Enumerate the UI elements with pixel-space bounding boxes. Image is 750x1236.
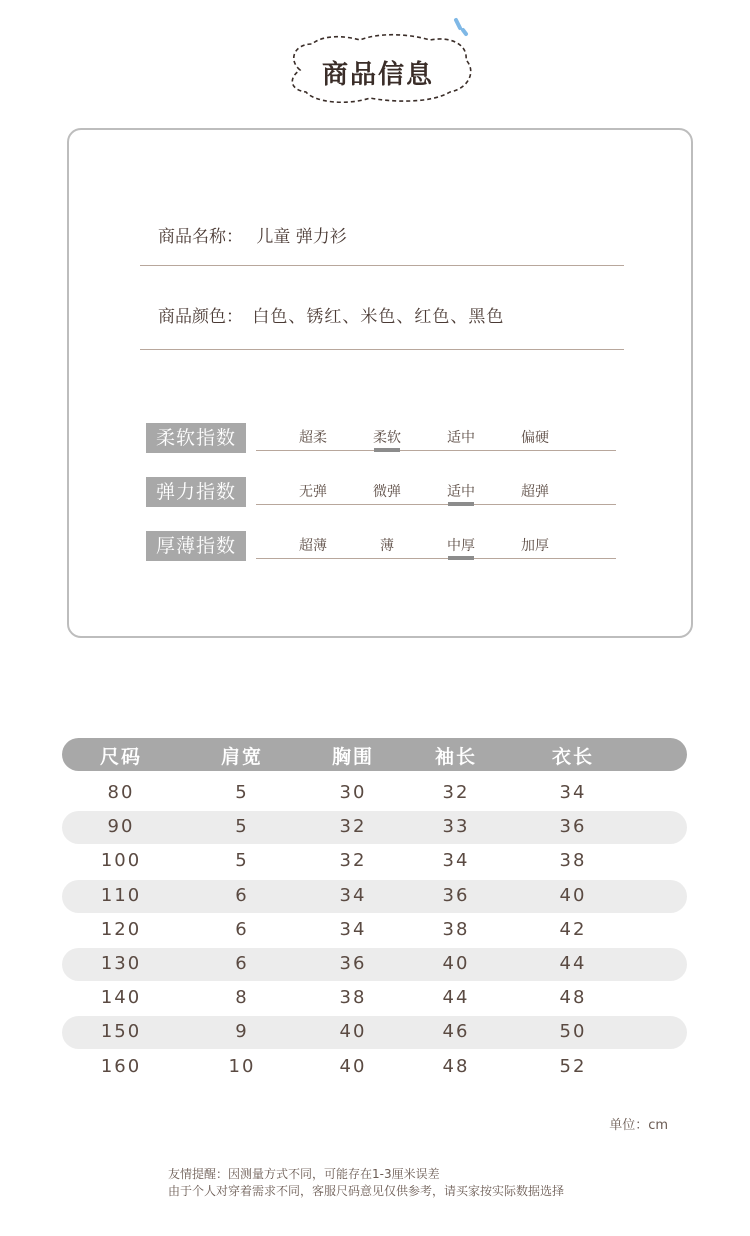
- index-option: 偏硬: [521, 430, 549, 446]
- page-title: 商品信息: [321, 60, 434, 90]
- table-cell: 44: [559, 953, 587, 974]
- index-label: 弹力指数: [146, 477, 246, 507]
- index-option: 超薄: [299, 538, 327, 554]
- table-cell: 160: [100, 1055, 142, 1077]
- table-cell: 40: [442, 953, 470, 974]
- table-cell: 42: [559, 918, 587, 940]
- table-cell: 80: [107, 782, 135, 803]
- product-name-label: 商品名称：: [158, 227, 243, 247]
- index-option: 超柔: [299, 430, 327, 446]
- table-cell: 36: [442, 884, 470, 906]
- product-name-value: 儿童 弹力衫: [256, 227, 347, 247]
- table-cell: 32: [442, 782, 470, 803]
- product-color-label: 商品颜色：: [158, 307, 243, 327]
- table-cell: 110: [100, 884, 142, 906]
- table-cell: 6: [235, 953, 249, 974]
- size-table-column-header: 尺码: [99, 746, 142, 768]
- section-title-badge: [280, 30, 480, 110]
- table-cell: 34: [339, 918, 367, 940]
- table-cell: 6: [235, 884, 249, 906]
- table-cell: 48: [442, 1055, 470, 1077]
- table-cell: 34: [559, 782, 587, 803]
- table-cell: 40: [339, 1021, 367, 1043]
- index-option: 微弹: [373, 484, 401, 500]
- product-color-value: 白色、锈红、米色、红色、黑色: [252, 307, 505, 327]
- table-cell: 5: [235, 816, 249, 838]
- index-scale-line: [256, 504, 616, 505]
- table-cell: 33: [442, 816, 470, 838]
- index-option: 超弹: [521, 484, 549, 500]
- product-name-row: [158, 222, 347, 247]
- table-cell: 32: [339, 816, 367, 838]
- index-scale-line: [256, 450, 616, 451]
- table-cell: 52: [559, 1055, 587, 1077]
- table-cell: 30: [339, 782, 367, 803]
- table-cell: 34: [339, 884, 367, 906]
- table-cell: 36: [559, 816, 587, 838]
- reminder-note-2: 由于个人对穿着需求不同，客服尺码意见仅供参考，请买家按实际数据选择: [168, 1184, 565, 1198]
- table-cell: 48: [559, 987, 587, 1009]
- index-scale-line: [256, 558, 616, 559]
- index-option: 适中: [447, 430, 475, 446]
- product-info-card: [67, 128, 693, 638]
- table-cell: 40: [559, 884, 587, 906]
- product-color-row: [158, 302, 504, 327]
- table-cell: 5: [235, 782, 249, 803]
- table-cell: 6: [235, 918, 249, 940]
- table-cell: 46: [442, 1021, 470, 1043]
- index-selected-marker: [448, 502, 474, 506]
- table-cell: 130: [100, 953, 142, 974]
- table-cell: 9: [235, 1021, 249, 1043]
- reminder-note-1: 友情提醒：因测量方式不同，可能存在1-3厘米误差: [168, 1167, 440, 1181]
- unit-note: 单位：cm: [609, 1118, 668, 1133]
- table-cell: 8: [235, 987, 249, 1009]
- size-table-column-header: 衣长: [551, 746, 594, 768]
- table-cell: 44: [442, 987, 470, 1009]
- table-cell: 38: [339, 987, 367, 1009]
- size-table-column-header: 胸围: [331, 746, 374, 768]
- table-cell: 100: [100, 850, 142, 872]
- index-option: 适中: [447, 484, 475, 500]
- index-option: 柔软: [373, 430, 401, 446]
- index-label: 厚薄指数: [146, 531, 246, 561]
- size-table-column-header: 肩宽: [220, 746, 263, 768]
- table-cell: 40: [339, 1055, 367, 1077]
- table-cell: 50: [559, 1021, 587, 1043]
- index-option: 无弹: [299, 484, 327, 500]
- table-cell: 140: [100, 987, 142, 1009]
- table-cell: 10: [228, 1055, 256, 1077]
- table-cell: 38: [559, 850, 587, 872]
- table-cell: 36: [339, 953, 367, 974]
- divider: [140, 265, 624, 266]
- table-cell: 120: [100, 918, 142, 940]
- table-cell: 5: [235, 850, 249, 872]
- water-drop-icon: [450, 16, 474, 46]
- index-option: 加厚: [521, 538, 549, 554]
- table-cell: 32: [339, 850, 367, 872]
- table-cell: 38: [442, 918, 470, 940]
- index-selected-marker: [448, 556, 474, 560]
- table-cell: 34: [442, 850, 470, 872]
- size-table-column-header: 袖长: [434, 746, 477, 768]
- index-label: 柔软指数: [146, 423, 246, 453]
- index-option: 薄: [380, 538, 394, 554]
- index-option: 中厚: [447, 538, 475, 554]
- table-cell: 90: [107, 816, 135, 838]
- divider: [140, 349, 624, 350]
- index-selected-marker: [374, 448, 400, 452]
- table-cell: 150: [100, 1021, 142, 1043]
